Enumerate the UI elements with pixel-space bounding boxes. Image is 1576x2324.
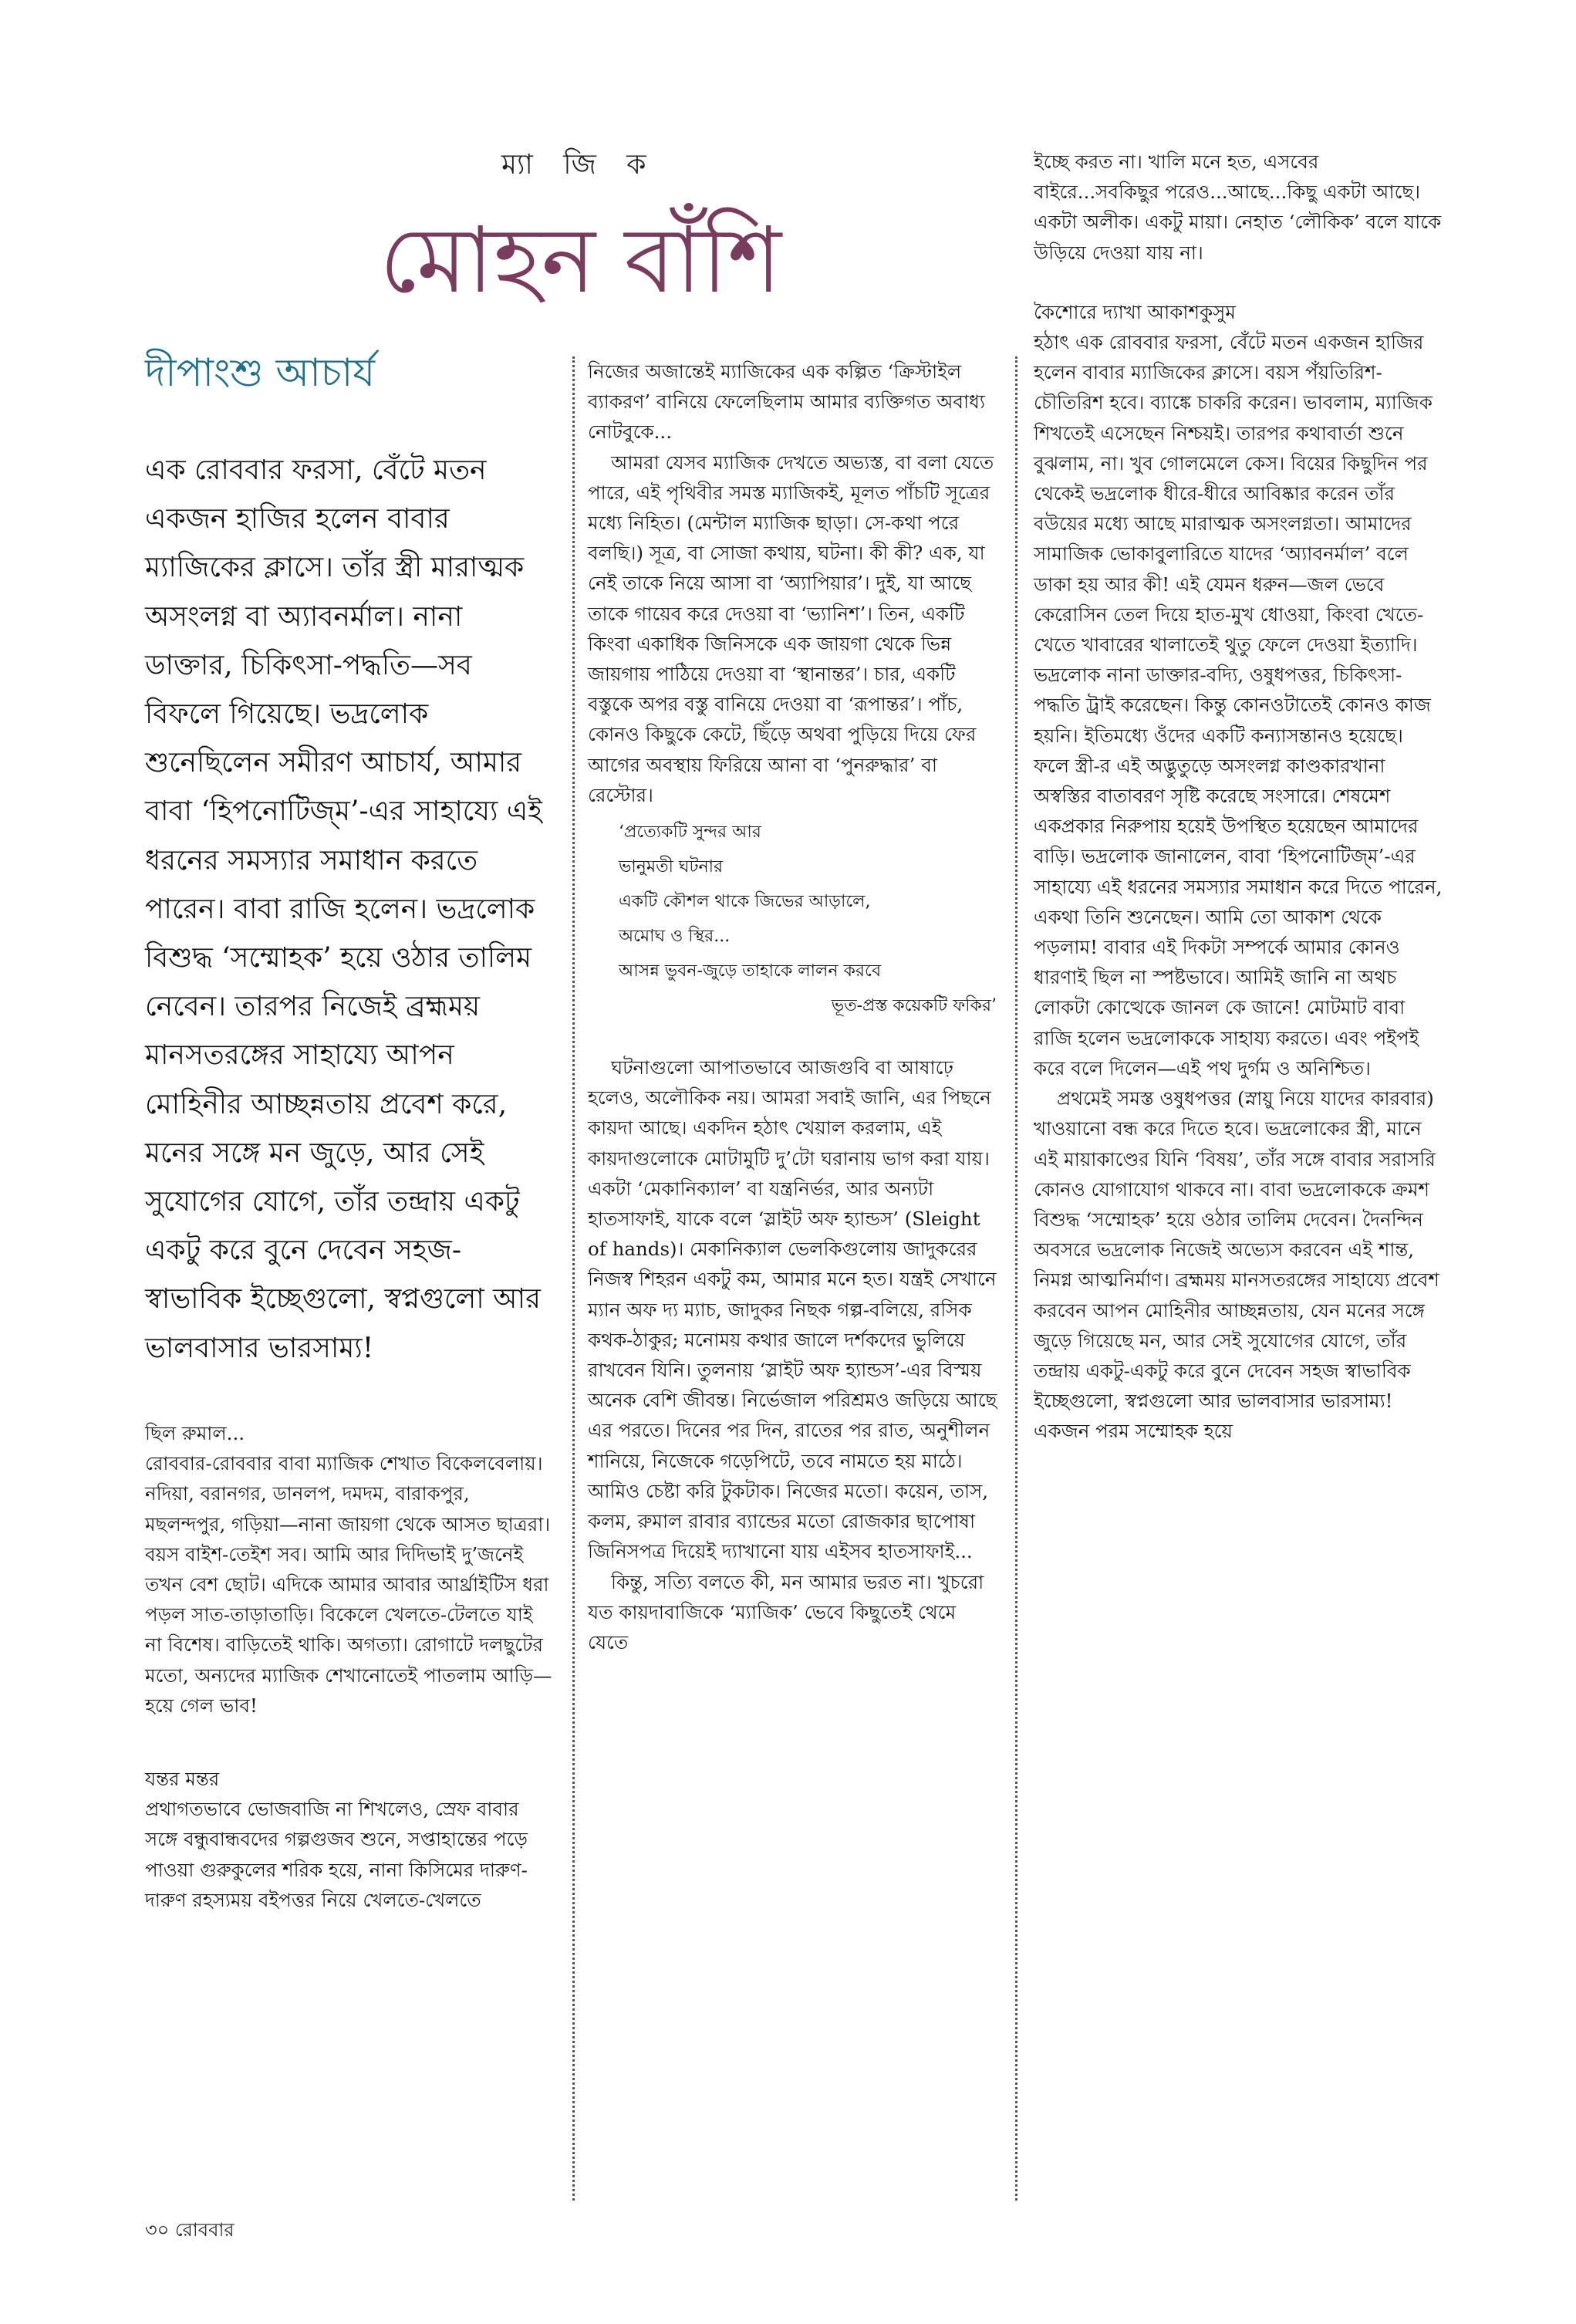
body-paragraph: কিন্তু, সত্যি বলতে কী, মন আমার ভরত না। খুচরো যত কায়দাবাজিকে ‘ম্যাজিক’ ভেবে কিছুতেই থেমে যেতে [588,1570,984,1653]
page-number: ৩০ [145,2219,170,2241]
body-paragraph: আমরা যেসব ম্যাজিক দেখতে অভ্যস্ত, বা বলা যেতে পারে, এই পৃথিবীর সমস্ত ম্যাজিকই, মূলত পাঁচটি সূত্রের মধ্যে নিহিত। (মেন্টাল ম্যাজিক ছাড়া। সে-কথা পরে বলছি।) সূত্র, বা সোজা কথায়, ঘটনা। কী কী? এক, যা নেই তাকে নিয়ে আসা বা ‘অ্যাপিয়ার’। দুই, যা আছে তাকে গায়েব করে দেওয়া বা ‘ভ্যানিশ’। তিন, একটি কিংবা একাধিক জিনিসকে এক জায়গা থেকে ভিন্ন জায়গায় পাঠিয়ে দেওয়া বা ‘স্থানান্তর’। চার, একটি বস্তুকে অপর বস্তু বানিয়ে দেওয়া বা ‘রূপান্তর’। পাঁচ, কোনও কিছুকে কেটে, ছিঁড়ে অথবা পুড়িয়ে দিয়ে ফের আগের অবস্থায় ফিরিয়ে আনা বা ‘পুনরুদ্ধার’ বা রেস্টোর। [588,451,994,806]
subheading-chhilo-rumal: ছিল রুমাল... [145,1422,245,1444]
section-kicker: ম্যা জি ক [501,149,657,181]
body-paragraph: প্রথাগতভাবে ভোজবাজি না শিখলেও, স্রেফ বাবার সঙ্গে বন্ধুবান্ধবদের গল্পগুজব শুনে, সপ্তাহান্তের পড়ে পাওয়া গুরুকুলের শরিক হয়ে, নানা কিসিমের দারুণ-দারুণ রহস্যময় বইপত্তর নিয়ে খেলতে-খেলতে [145,1798,528,1911]
page-footer [145,2216,235,2247]
body-paragraph: রোববার-রোববার বাবা ম্যাজিক শেখাত বিকেলবেলায়। নদিয়া, বরানগর, ডানলপ, দমদম, বারাকপুর, মছলন্দপুর, গড়িয়া—নানা জায়গা থেকে আসত ছাত্ররা। বয়স বাইশ-তেইশ সব। আমি আর দিদিভাই দু’জনেই তখন বেশ ছোট। এদিকে আমার আবার আর্থ্রাইটিস ধরা পড়ল সাত-তাড়াতাড়ি। বিকেলে খেলতে-টেলতে যাই না বিশেষ। বাড়িতেই থাকি। অগত্যা। রোগাটে দলছুটের মতো, অন্যদের ম্যাজিক শেখানোতেই পাতলাম আড়ি—হয়ে গেল ভাব! [145,1452,552,1717]
verse-line: ‘প্রত্যেকটি সুন্দর আর [619,823,761,843]
body-paragraph: ঘটনাগুলো আপাতভাবে আজগুবি বা আষাঢ়ে হলেও, অলৌকিক নয়। আমরা সবাই জানি, এর পিছনে কায়দা আছে। একদিন হঠাৎ খেয়াল করলাম, এই কায়দাগুলোকে মোটামুটি দু’টো ঘরানায় ভাগ করা যায়। একটা ‘মেকানিক্যাল’ বা যন্ত্রনির্ভর, আর অন্যটা হাতসাফাই, যাকে বলে ‘স্লাইট অফ হ্যান্ডস’ (Sleight of hands)। মেকানিক্যাল ভেলকিগুলোয় জাদুকরের নিজস্ব শিহরন একটু কম, আমার মনে হত। যন্ত্রই সেখানে ম্যান অফ দ্য ম্যাচ, জাদুকর নিছক গল্প-বলিয়ে, রসিক কথক-ঠাকুর; মনোময় কথার জালে দর্শকদের ভুলিয়ে রাখবেন যিনি। তুলনায় ‘স্লাইট অফ হ্যান্ডস’-এর বিস্ময় অনেক বেশি জীবন্ত। নির্ভেজাল পরিশ্রমও জড়িয়ে আছে এর পরতে। দিনের পর দিন, রাতের পর রাত, অনুশীলন শানিয়ে, নিজেকে গড়েপিটে, তবে নামতে হয় মাঠে। আমিও চেষ্টা করি টুকটাক। নিজের মতো। কয়েন, তাস, কলম, রুমাল রাবার ব্যান্ডের মতো রোজকার ছাপোষা জিনিসপত্র দিয়েই দ্যাখানো যায় এইসব হাতসাফাই... [588,1056,997,1563]
column-3-body [1034,147,1443,1447]
verse-line: একটি কৌশল থাকে জিভের আড়ালে, [619,892,871,912]
body-paragraph: প্রথমেই সমস্ত ওষুধপত্তর (স্নায়ু নিয়ে যাদের কারবার) খাওয়ানো বন্ধ করে দিতে হবে। ভদ্রলোকের স্ত্রী, মানে এই মায়াকাণ্ডের যিনি ‘বিষয়’, তাঁর সঙ্গে বাবার সরাসরি কোনও যোগাযোগ থাকবে না। বাবা ভদ্রলোককে ক্রমশ বিশুদ্ধ ‘সম্মোহক’ হয়ে ওঠার তালিম দেবেন। দৈনন্দিন অবসরে ভদ্রলোক নিজেই অভ্যেস করবেন এই শান্ত, নিমগ্ন আত্মনির্মাণ। ব্রহ্মময় মানসতরঙ্গের সাহায্যে প্রবেশ করবেন আপন মোহিনীর আচ্ছন্নতায়, যেন মনের সঙ্গে জুড়ে গিয়েছে মন, আর সেই সুযোগের যোগে, তাঁর তন্দ্রায় একটু-একটু করে বুনে দেবেন সহজ স্বাভাবিক ইচ্ছেগুলো, স্বপ্নগুলো আর ভালবাসার ভারসাম্য! একজন পরম সম্মোহক হয়ে [1034,1087,1439,1443]
author-byline: দীপাংশু আচার্য [145,350,376,395]
body-paragraph: ইচ্ছে করত না। খালি মনে হত, এসবের বাইরে...সবকিছুর পরেও...আছে...কিছু একটা আছে। একটা অলীক। একটু মায়া। নেহাত ‘লৌকিক’ বলে যাকে উড়িয়ে দেওয়া যায় না। [1034,150,1442,264]
body-paragraph: নিজের অজান্তেই ম্যাজিকের এক কল্পিত ‘ক্রিস্টাইল ব্যাকরণ’ বানিয়ে ফেলেছিলাম আমার ব্যক্তিগত অবাধ্য নোটবুকে... [588,360,985,444]
verse-line: ভানুমতী ঘটনার [619,857,724,877]
magazine-name: রোববার [174,2219,235,2241]
verse-line: আসন্ন ভুবন-জুড়ে তাহাকে লালন করবে [619,961,882,981]
intro-text: এক রোববার ফরসা, বেঁটে মতন একজন হাজির হলেন বাবার ম্যাজিকের ক্লাসে। তাঁর স্ত্রী মারাত্মক অসংলগ্ন বা অ্যাবনর্মাল। নানা ডাক্তার, চিকিৎসা-পদ্ধতি—সব বিফলে গিয়েছে। ভদ্রলোক শুনেছিলেন সমীরণ আচার্য, আমার বাবা ‘হিপনোটিজ্‌ম’-এর সাহায্যে এই ধরনের সমস্যার সমাধান করতে পারেন। বাবা রাজি হলেন। ভদ্রলোক বিশুদ্ধ ‘সম্মোহক’ হয়ে ওঠার তালিম নেবেন। তারপর নিজেই ব্রহ্মময় মানসতরঙ্গের সাহায্যে আপন মোহিনীর আচ্ছন্নতায় প্রবেশ করে, মনের সঙ্গে মন জুড়ে, আর সেই সুযোগের যোগে, তাঁর তন্দ্রায় একটু একটু করে বুনে দেবেন সহজ-স্বাভাবিক ইচ্ছেগুলো, স্বপ্নগুলো আর ভালবাসার ভারসাম্য! [145,454,543,1364]
column-divider [1015,356,1017,2201]
verse-quote [588,815,1000,1023]
intro-paragraph [145,446,554,1373]
column-divider [572,356,575,2201]
column-1-body [145,1418,554,1915]
verse-line: অমোঘ ও স্থির... [619,927,731,947]
column-2-body [588,356,1000,1657]
subheading-akashkusum: কৈশোরে দ্যাখা আকাশকুসুম [1034,300,1236,323]
verse-signature: ভূত-প্রস্ত কয়েকটি ফকির’ [831,996,997,1016]
article-title: মোহন বাঁশি [380,207,782,313]
body-paragraph: হঠাৎ এক রোববার ফরসা, বেঁটে মতন একজন হাজির হলেন বাবার ম্যাজিকের ক্লাসে। বয়স পঁয়তিরিশ-চৌতিরিশ হবে। ব্যাঙ্কে চাকরি করেন। ভাবলাম, ম্যাজিক শিখতেই এসেছেন নিশ্চয়ই। তারপর কথাবার্তা শুনে বুঝলাম, না। খুব গোলমেলে কেস। বিয়ের কিছুদিন পর থেকেই ভদ্রলোক ধীরে-ধীরে আবিষ্কার করেন তাঁর বউয়ের মধ্যে আছে মারাত্মক অসংলগ্নতা। আমাদের সামাজিক ভোকাবুলারিতে যাদের ‘অ্যাবনর্মাল’ বলে ডাকা হয় আর কী! এই যেমন ধরুন—জল ভেবে কেরোসিন তেল দিয়ে হাত-মুখ ধোওয়া, কিংবা খেতে-খেতে খাবারের থালাতেই থুতু ফেলে দেওয়া ইত্যাদি। ভদ্রলোক নানা ডাক্তার-বদ্যি, ওষুধপত্তর, চিকিৎসা-পদ্ধতি ট্রাই করেছেন। কিন্তু কোনওটাতেই কোনও কাজ হয়নি। ইতিমধ্যে ওঁদের একটি কন্যাসন্তানও হয়েছে। ফলে স্ত্রী-র এই অদ্ভুতুড়ে অসংলগ্ন কাণ্ডকারখানা অস্বস্তির বাতাবরণ সৃষ্টি করেছে সংসারে। শেষমেশ একপ্রকার নিরুপায় হয়েই উপস্থিত হয়েছেন আমাদের বাড়ি। ভদ্রলোক জানালেন, বাবা ‘হিপনোটিজ্‌ম’-এর সাহায্যে এই ধরনের সমস্যার সমাধান করে দিতে পারেন, একথা তিনি শুনেছেন। আমি তো আকাশ থেকে পড়লাম! বাবার এই দিকটা সম্পর্কে আমার কোনও ধারণাই ছিল না স্পষ্টভাবে। আমিই জানি না অথচ লোকটা কোত্থেকে জানল কে জানে! মোটমাট বাবা রাজি হলেন ভদ্রলোককে সাহায্য করতে। এবং পইপই করে বলে দিলেন—এই পথ দুর্গম ও অনিশ্চিত। [1034,331,1443,1079]
subheading-jantar-mantar: যন্তর মন্তর [145,1768,220,1791]
